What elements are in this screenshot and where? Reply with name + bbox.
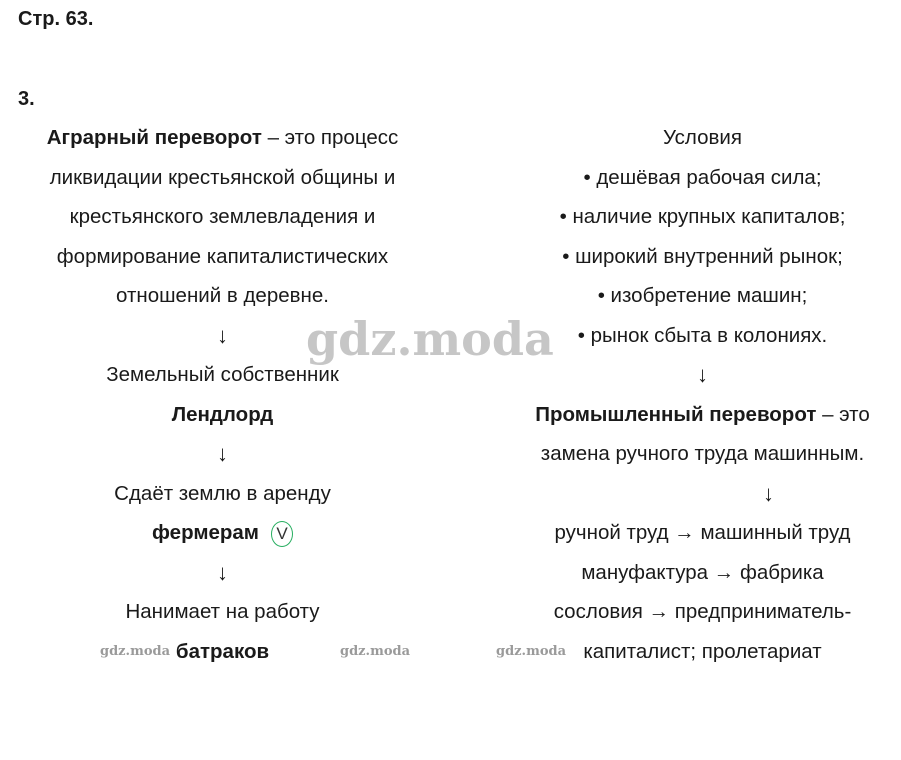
- down-arrow-5: ↓: [763, 480, 774, 506]
- condition-item: • наличие крупных капиталов;: [559, 205, 846, 228]
- industrial-definition-line-2: замена ручного труда машинным.: [540, 442, 865, 465]
- down-arrow-1: ↓: [217, 322, 228, 348]
- agrarian-definition-line-5: отношений в деревне.: [116, 284, 329, 307]
- hires-label: Нанимает на работу: [125, 600, 320, 623]
- land-owner-label: Земельный собственник: [106, 363, 339, 386]
- down-arrow-2: ↓: [217, 441, 228, 466]
- industrial-definition-line-1: [500, 395, 901, 435]
- industrial-definition-start: – это: [816, 402, 870, 426]
- landlord-label: Лендлорд: [171, 402, 274, 426]
- laborers-label: батраков: [175, 639, 270, 663]
- agrarian-term: Аграрный переворот: [46, 126, 262, 149]
- change-item: капиталист; пролетариат: [583, 639, 822, 663]
- watermark-large: gdz.moda: [306, 312, 554, 366]
- agrarian-definition-line-4: формирование капиталистических: [56, 244, 389, 268]
- conditions-title: Условия: [663, 126, 742, 149]
- watermark-small: gdz.moda: [100, 644, 171, 659]
- task-number: 3.: [18, 88, 35, 110]
- condition-item: • дешёвая рабочая сила;: [583, 165, 822, 189]
- change-item: сословия → предприниматель-: [553, 600, 852, 623]
- condition-item: • широкий внутренний рынок;: [562, 244, 843, 268]
- agrarian-definition-start: – это процесс: [261, 126, 399, 149]
- down-arrow-3: ↓: [217, 559, 228, 585]
- farmers-line: [10, 513, 435, 553]
- page-number: Стр. 63.: [18, 8, 94, 30]
- industrial-column: [500, 118, 901, 671]
- agrarian-definition-line-3: крестьянского землевладения и: [69, 205, 376, 228]
- rent-label: Сдаёт землю в аренду: [114, 481, 331, 505]
- agrarian-column: [10, 118, 435, 671]
- condition-item: • изобретение машин;: [597, 284, 808, 307]
- watermark-small: gdz.moda: [496, 644, 567, 659]
- agrarian-definition-line-1: [10, 118, 435, 158]
- down-arrow-4: ↓: [697, 362, 708, 387]
- industrial-term: Промышленный переворот: [535, 402, 817, 426]
- farmers-label: фермерам: [152, 521, 259, 544]
- check-mark-icon: V: [271, 521, 293, 547]
- change-item: ручной труд → машинный труд: [554, 521, 851, 544]
- watermark-small: gdz.moda: [340, 644, 411, 659]
- agrarian-definition-line-2: ликвидации крестьянской общины и: [49, 165, 396, 189]
- condition-item: • рынок сбыта в колониях.: [577, 323, 828, 347]
- change-item: мануфактура → фабрика: [581, 560, 824, 584]
